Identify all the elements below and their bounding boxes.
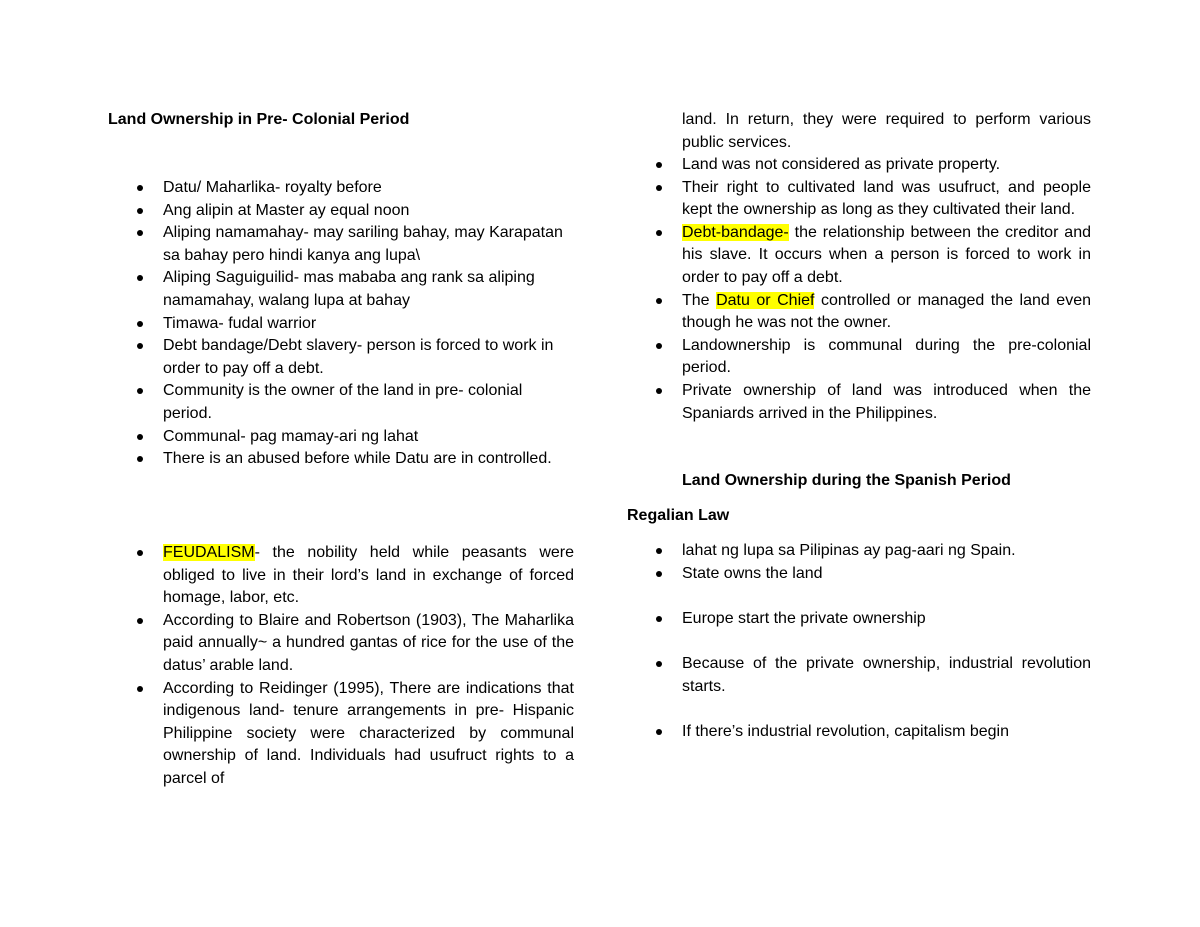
list-item: Timawa- fudal warrior: [108, 313, 574, 336]
list-item: Their right to cultivated land was usufruct, and people kept the ownership as long as they cultivated their land.: [627, 177, 1091, 222]
datu-suffix: controlled or managed the land even though he was not the owner.: [682, 291, 1092, 332]
feudalism-list: [108, 542, 574, 791]
list-item: Aliping namamahay- may sariling bahay, may Karapatan sa bahay pero hindi kanya ang lupa\: [108, 222, 574, 267]
list-item: If there’s industrial revolution, capitalism begin: [627, 721, 1091, 744]
list-item: lahat ng lupa sa Pilipinas ay pag-aari ng Spain.: [627, 540, 1091, 563]
datu-prefix: The: [682, 291, 717, 309]
list-item: Datu/ Maharlika- royalty before: [108, 177, 574, 200]
list-item: Landownership is communal during the pre-colonial period.: [627, 335, 1091, 380]
list-item: Europe start the private ownership: [627, 608, 1091, 631]
section-title-spanish: Land Ownership during the Spanish Period: [682, 472, 1011, 489]
precolonial-list: [108, 177, 574, 471]
highlight-feudalism: FEUDALISM: [163, 544, 255, 561]
list-item: Communal- pag mamay-ari ng lahat: [108, 426, 574, 449]
list-item: There is an abused before while Datu are in controlled.: [108, 448, 574, 471]
highlight-debt-bandage: Debt-bandage-: [682, 223, 789, 241]
highlight-datu-chief: Datu or Chief: [716, 291, 815, 309]
list-item: According to Reidinger (1995), There are indications that indigenous land- tenure arrangements in pre- Hispanic Philippine society were characterized by communal ownership of land. Individuals had usufruct rights to a parcel of: [108, 678, 574, 791]
section-title-precolonial: Land Ownership in Pre- Colonial Period: [108, 111, 410, 128]
list-item: Debt bandage/Debt slavery- person is forced to work in order to pay off a debt.: [108, 335, 574, 380]
debt-bandage-definition: the relationship between the creditor and his slave. It occurs when a person is forced to work in order to pay off a debt.: [682, 223, 1091, 286]
list-item: Aliping Saguiguilid- mas mababa ang rank sa aliping namamahay, walang lupa at bahay: [108, 267, 574, 312]
list-item: Community is the owner of the land in pre- colonial period.: [108, 380, 574, 425]
list-item-debt-bandage: [627, 222, 1091, 290]
feudalism-definition: - the nobility held while peasants were obliged to live in their lord’s land in exchange of forced homage, labor, etc.: [163, 544, 574, 607]
list-item: According to Blaire and Robertson (1903), The Maharlika paid annually~ a hundred gantas of rice for the use of the datus’ arable land.: [108, 610, 574, 678]
list-item: State owns the land: [627, 563, 1091, 586]
list-item: Private ownership of land was introduced when the Spaniards arrived in the Philippines.: [627, 380, 1091, 425]
list-item: Ang alipin at Master ay equal noon: [108, 200, 574, 223]
list-item: Land was not considered as private property.: [627, 154, 1091, 177]
list-item-feudalism: [108, 542, 574, 610]
land-rights-list: [627, 154, 1091, 425]
regalian-list: [627, 540, 1091, 743]
list-item: Because of the private ownership, industrial revolution starts.: [627, 653, 1091, 698]
continuation-text: land. In return, they were required to perform various public services.: [682, 111, 1091, 151]
section-title-regalian: Regalian Law: [627, 507, 730, 524]
list-item-datu: [627, 290, 1091, 335]
